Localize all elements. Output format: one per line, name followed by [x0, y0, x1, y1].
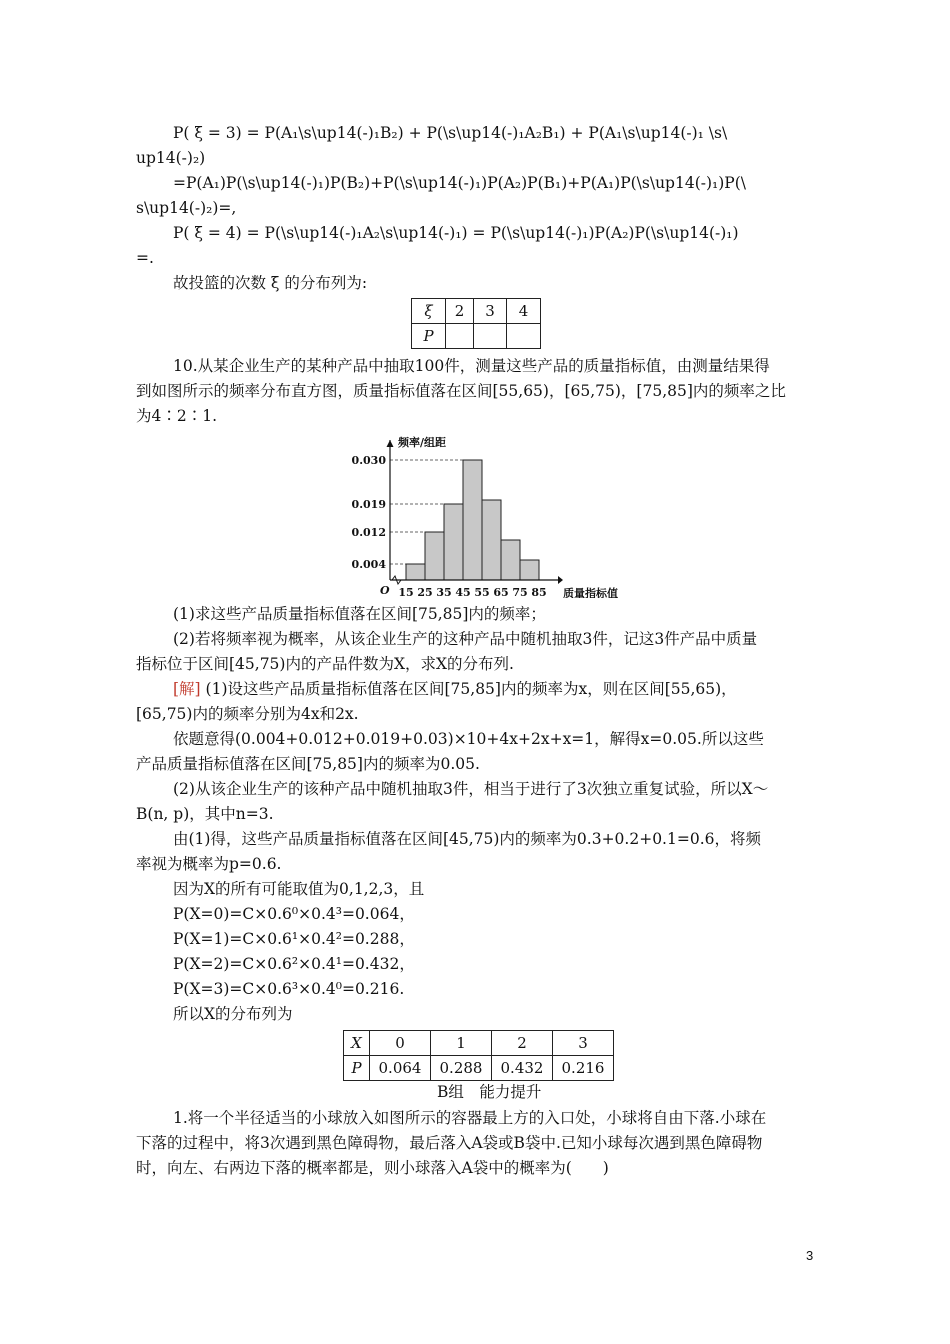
x-tick-label: 15 — [398, 586, 414, 598]
table-cell — [446, 324, 474, 349]
solution-text: (1)设这些产品质量指标值落在区间[75,85]内的频率为x，则在区间[55,65)， — [200, 680, 737, 698]
solution-label: [解] — [173, 680, 201, 698]
table-cell: 0.216 — [553, 1056, 614, 1081]
table-cell: P — [344, 1056, 370, 1081]
xi-distribution-table — [411, 298, 541, 349]
solution-line — [173, 678, 737, 700]
formula-line: up14(-)₂) — [136, 149, 206, 167]
formula-line: P( ξ = 3) = P(A₁\s\up14(-)₁B₂) + P(\s\up14(-)₁A₂B₁) + P(A₁\s\up14(-)₁ \s\ — [173, 124, 728, 142]
histogram-bar — [501, 540, 520, 580]
y-axis-label: 频率/组距 — [398, 436, 447, 449]
table-cell: 3 — [474, 299, 507, 324]
histogram-bar — [463, 460, 482, 580]
solution-line: 所以X的分布列为 — [173, 1005, 293, 1023]
solution-line: [65,75)内的频率分别为4x和2x. — [136, 705, 359, 723]
table-cell: X — [344, 1031, 370, 1056]
table-cell: 0.432 — [492, 1056, 553, 1081]
paragraph-line: 故投篮的次数 ξ 的分布列为: — [173, 274, 368, 292]
y-tick-label: 0.019 — [351, 498, 386, 511]
solution-line: (2)从该企业生产的该种产品中随机抽取3件，相当于进行了3次独立重复试验，所以X～ — [173, 780, 769, 798]
y-tick-label: 0.030 — [351, 454, 386, 467]
solution-line: P(X=1)=C×0.6¹×0.4²=0.288， — [173, 930, 415, 948]
problem-text: 10.从某企业生产的某种产品中抽取100件，测量这些产品的质量指标值，由测量结果得 — [173, 357, 770, 375]
formula-line: P( ξ = 4) = P(\s\up14(-)₁A₂\s\up14(-)₁) = P(\s\up14(-)₁)P(A₂)P(\s\up14(-)₁) — [173, 224, 739, 242]
problem-text: 时，向左、右两边下落的概率都是，则小球落入A袋中的概率为( ) — [136, 1159, 609, 1177]
table-cell: 0 — [370, 1031, 431, 1056]
solution-line: P(X=3)=C×0.6³×0.4⁰=0.216. — [173, 980, 405, 998]
histogram-bar — [444, 504, 463, 580]
table-cell: 2 — [446, 299, 474, 324]
x-axis-arrow-icon — [558, 576, 563, 584]
histogram-bar — [406, 564, 425, 580]
table-cell — [507, 324, 541, 349]
table-row — [344, 1031, 614, 1056]
question-line: (1)求这些产品质量指标值落在区间[75,85]内的频率； — [173, 605, 546, 623]
y-tick-label: 0.012 — [351, 526, 386, 539]
histogram-bar — [482, 500, 501, 580]
table-cell: 4 — [507, 299, 541, 324]
formula-line: s\up14(-)₂)=, — [136, 199, 237, 217]
table-cell: 0.064 — [370, 1056, 431, 1081]
table-cell: 3 — [553, 1031, 614, 1056]
x-tick-label: 75 — [512, 586, 528, 598]
x-tick-label: 25 — [417, 586, 433, 598]
question-line: (2)若将频率视为概率，从该企业生产的这种产品中随机抽取3件，记这3件产品中质量 — [173, 630, 758, 648]
x-tick-label: 45 — [455, 586, 471, 598]
table-cell — [474, 324, 507, 349]
x-tick-label: 35 — [436, 586, 452, 598]
problem-text: 为4∶2∶1. — [136, 407, 218, 425]
solution-line: 率视为概率为p=0.6. — [136, 855, 282, 873]
problem-text: 1.将一个半径适当的小球放入如图所示的容器最上方的入口处，小球将自由下落.小球在 — [173, 1109, 767, 1127]
x-axis-label: 质量指标值 — [563, 587, 618, 598]
solution-line: 由(1)得，这些产品质量指标值落在区间[45,75)内的频率为0.3+0.2+0.1=0.6，将频 — [173, 830, 761, 848]
histogram-bar — [425, 532, 444, 580]
table-cell: ξ — [412, 299, 446, 324]
table-row — [412, 299, 541, 324]
solution-line: P(X=2)=C×0.6²×0.4¹=0.432， — [173, 955, 415, 973]
page-number: 3 — [806, 1248, 814, 1263]
formula-line: =P(A₁)P(\s\up14(-)₁)P(B₂)+P(\s\up14(-)₁)P(A₂)P(B₁)+P(A₁)P(\s\up14(-)₁)P(\ — [173, 174, 746, 192]
frequency-histogram — [348, 428, 638, 598]
x-tick-label: 85 — [531, 586, 547, 598]
histogram-bar — [520, 560, 539, 580]
table-cell: 1 — [431, 1031, 492, 1056]
histogram-svg — [348, 428, 638, 598]
table-cell: 0.288 — [431, 1056, 492, 1081]
solution-line: P(X=0)=C×0.6⁰×0.4³=0.064， — [173, 905, 415, 923]
solution-line: 因为X的所有可能取值为0,1,2,3，且 — [173, 880, 425, 898]
problem-text: 下落的过程中，将3次遇到黑色障碍物，最后落入A袋或B袋中.已知小球每次遇到黑色障碍物 — [136, 1134, 763, 1152]
table-cell: 2 — [492, 1031, 553, 1056]
table-cell: P — [412, 324, 446, 349]
formula-line: =. — [136, 249, 154, 267]
solution-line: 依题意得(0.004+0.012+0.019+0.03)×10+4x+2x+x=1，解得x=0.05.所以这些 — [173, 730, 764, 748]
section-heading: B组 能力提升 — [437, 1083, 542, 1101]
solution-line: B(n, p)，其中n=3. — [136, 805, 274, 823]
x-tick-label: 65 — [493, 586, 509, 598]
x-tick-label: 55 — [474, 586, 490, 598]
y-axis-arrow-icon — [387, 440, 394, 447]
y-tick-label: 0.004 — [351, 558, 386, 571]
table-row — [344, 1056, 614, 1081]
x-distribution-table — [343, 1030, 614, 1081]
solution-line: 产品质量指标值落在区间[75,85]内的频率为0.05. — [136, 755, 480, 773]
origin-label: O — [380, 584, 390, 597]
problem-text: 到如图所示的频率分布直方图，质量指标值落在区间[55,65)，[65,75)，[75,85]内的频率之比 — [136, 382, 786, 400]
table-row — [412, 324, 541, 349]
question-line: 指标位于区间[45,75)内的产品件数为X，求X的分布列. — [136, 655, 514, 673]
